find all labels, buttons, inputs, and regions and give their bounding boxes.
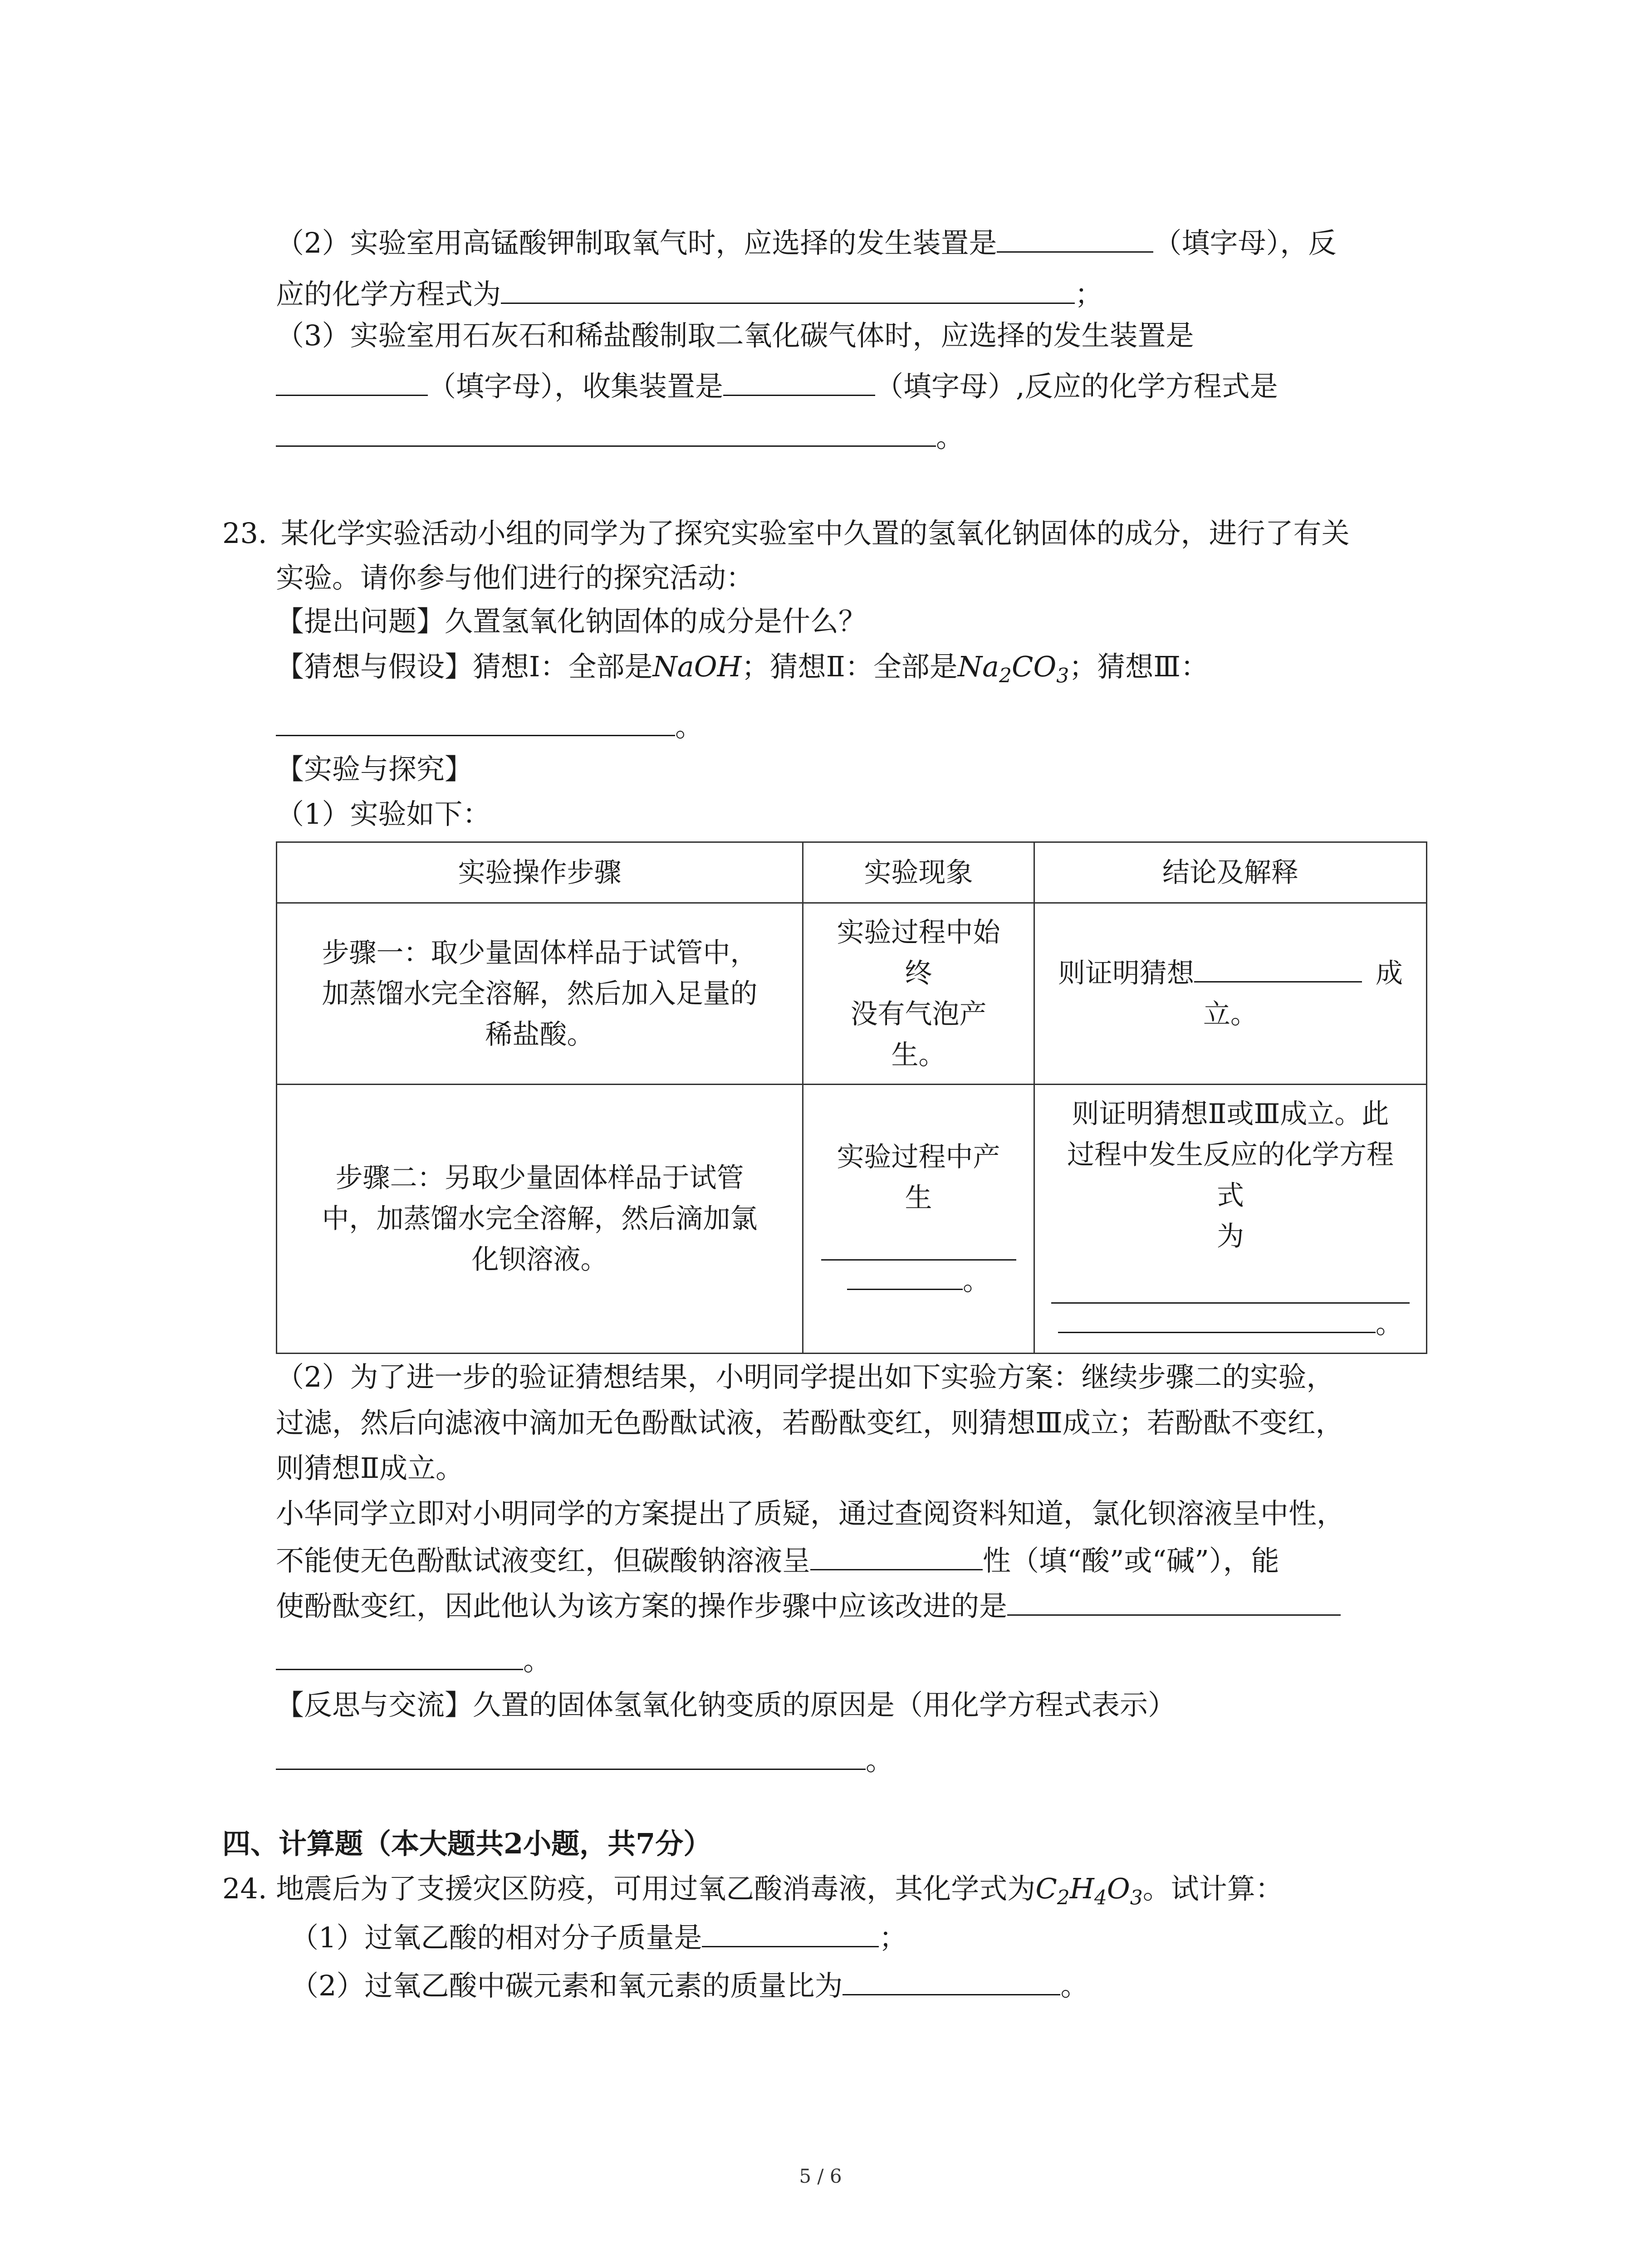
q22-part3-line2 (276, 367, 1278, 403)
q23-part2-text: 性（填“酸”或“碱”），能 (983, 1544, 1279, 1577)
q23-part2-text: 过滤，然后向滤液中滴加无色酚酞试液，若酚酞变红，则猜想Ⅲ成立；若酚酞不变红， (276, 1406, 1344, 1439)
q23-part2-line2 (276, 1405, 1344, 1441)
q24-stem-text: 。试计算： (1142, 1872, 1283, 1905)
step1-conclusion: 则证明猜想 成 立。 (1034, 903, 1427, 1085)
formula-na2co3: $Na_2CO_3$ (957, 650, 1069, 688)
step2-phenomenon: 实验过程中产 生 。 (803, 1085, 1034, 1354)
q23-intro-line2 (276, 560, 754, 596)
punctuation: 。 (866, 1744, 894, 1777)
page-number: 5 / 6 (799, 2165, 842, 2187)
q24-part2 (290, 1966, 1088, 2002)
q24-part2-text: （2）过氧乙酸中碳元素和氧元素的质量比为 (290, 1969, 843, 2002)
q23-part2-line3 (276, 1450, 464, 1486)
exp1-label-text: （1）实验如下： (276, 797, 491, 831)
answer-blank-device[interactable] (997, 223, 1153, 253)
answer-blank-equation-2[interactable] (1058, 1304, 1376, 1333)
answer-blank-reflect-equation[interactable] (276, 1740, 866, 1770)
q23-part2-line4 (276, 1496, 1345, 1532)
answer-blank-molecular-mass[interactable] (702, 1918, 879, 1947)
q22-part2-equation-label: 应的化学方程式为 (276, 278, 501, 311)
answer-blank-device[interactable] (276, 367, 428, 396)
q23-part2-line5 (276, 1541, 1279, 1577)
q22-part3-text-a: （填字母），收集装置是 (428, 370, 724, 403)
table-header-conclusion: 结论及解释 (1034, 842, 1427, 903)
q24-part1-text: （1）过氧乙酸的相对分子质量是 (290, 1921, 702, 1954)
table-header-step: 实验操作步骤 (277, 842, 803, 903)
q22-part2-text-b: （填字母），反 (1153, 226, 1337, 259)
q23-part2-text: 不能使无色酚酞试液变红，但碳酸钠溶液呈 (276, 1544, 811, 1577)
answer-blank-equation[interactable] (501, 274, 1075, 304)
punctuation: 。 (523, 1644, 552, 1677)
formula-c2h4o3: $C_2H_4O_3$ (1035, 1872, 1143, 1910)
step2-operation: 步骤二：另取少量固体样品于试管 中，加蒸馏水完全溶解，然后滴加氯 化钡溶液。 (277, 1085, 803, 1354)
table-header-row (277, 842, 1427, 903)
answer-blank-hypothesis3[interactable] (276, 707, 675, 736)
q23-intro-text: 实验。请你参与他们进行的探究活动： (276, 561, 754, 594)
q22-part3-line3 (276, 417, 964, 454)
q22-part2-text: （2）实验室用高锰酸钾制取氧气时，应选择的发生装置是 (276, 226, 997, 259)
hypothesis-text: 【猜想与假设】猜想Ⅰ：全部是 (276, 650, 653, 683)
q23-question (276, 603, 867, 640)
q23-part2-text: 小华同学立即对小明同学的方案提出了质疑，通过查阅资料知道，氯化钡溶液呈中性， (276, 1497, 1345, 1530)
experiment-table (276, 841, 1427, 1354)
q22-part2-line2 (276, 274, 1103, 311)
answer-blank-mass-ratio[interactable] (843, 1966, 1060, 1995)
answer-blank-acid-base[interactable] (810, 1541, 983, 1570)
punctuation: 。 (1060, 1969, 1089, 2002)
q22-part3-line1 (276, 318, 1194, 354)
q23-part2-text: 使酚酞变红，因此他认为该方案的操作步骤中应该改进的是 (276, 1589, 1008, 1623)
q23-intro-line1 (222, 515, 1350, 552)
q22-part3-text-b: （填字母）,反应的化学方程式是 (875, 370, 1278, 403)
answer-blank-improvement[interactable] (1007, 1586, 1341, 1616)
answer-blank-hypothesis[interactable] (1194, 953, 1362, 982)
explore-title-text: 【实验与探究】 (276, 753, 473, 786)
answer-blank-collection[interactable] (723, 367, 875, 396)
table-header-phenomenon: 实验现象 (803, 842, 1034, 903)
q22-part3-text: （3）实验室用石灰石和稀盐酸制取二氧化碳气体时，应选择的发生装置是 (276, 319, 1194, 352)
punctuation: 。 (675, 710, 704, 743)
table-row-step2 (277, 1085, 1427, 1354)
step2-conclusion: 则证明猜想Ⅱ或Ⅲ成立。此 过程中发生反应的化学方程 式 为 。 (1034, 1085, 1427, 1354)
section4-title-text: 四、计算题（本大题共2小题，共7分） (222, 1827, 712, 1860)
q23-explore-title (276, 751, 473, 787)
step1-phenomenon: 实验过程中始 终 没有气泡产 生。 (803, 903, 1034, 1085)
q23-part2-text: 则猜想Ⅱ成立。 (276, 1452, 464, 1485)
q24-stem-text: 24. 地震后为了支援灾区防疫，可用过氧乙酸消毒液，其化学式为 (222, 1872, 1036, 1905)
q23-reflect-blank-line (276, 1740, 894, 1777)
hypothesis-text: ；猜想Ⅱ：全部是 (741, 650, 958, 683)
q23-hypothesis-line (276, 649, 1209, 688)
table-row-step1 (277, 903, 1427, 1085)
reflect-text: 【反思与交流】久置的固体氢氧化钠变质的原因是（用化学方程式表示） (276, 1688, 1176, 1721)
q23-part2-line7 (276, 1641, 551, 1677)
step1-operation: 步骤一：取少量固体样品于试管中， 加蒸馏水完全溶解，然后加入足量的 稀盐酸。 (277, 903, 803, 1085)
question-number: 23. (222, 517, 267, 550)
punctuation: 。 (936, 420, 965, 454)
q23-part2-text: （2）为了进一步的验证猜想结果，小明同学提出如下实验方案：继续步骤二的实验， (276, 1360, 1335, 1393)
section-title (222, 1826, 711, 1862)
answer-blank-equation[interactable] (276, 417, 936, 447)
q23-part2-line1 (276, 1359, 1334, 1395)
q23-exp1-label (276, 796, 490, 832)
punctuation: ； (879, 1921, 907, 1954)
answer-blank-phenomenon-2[interactable] (847, 1261, 963, 1290)
q24-part1 (290, 1918, 907, 1954)
q24-stem (222, 1871, 1283, 1910)
answer-blank-improvement-2[interactable] (276, 1641, 523, 1670)
hypothesis-text: ；猜想Ⅲ： (1069, 650, 1209, 683)
answer-blank-equation[interactable] (1051, 1275, 1410, 1304)
formula-naoh: NaOH (652, 650, 742, 683)
q23-intro-text: 某化学实验活动小组的同学为了探究实验室中久置的氢氧化钠固体的成分，进行了有关 (280, 517, 1350, 550)
q22-part2-line1 (276, 223, 1336, 259)
q23-reflect-line (276, 1687, 1176, 1723)
answer-blank-phenomenon[interactable] (821, 1232, 1016, 1261)
q23-part2-line6 (276, 1586, 1341, 1623)
q23-hypothesis-blank-line (276, 707, 703, 743)
q23-question-text: 【提出问题】久置氢氧化钠固体的成分是什么？ (276, 605, 867, 638)
punctuation: ； (1075, 278, 1103, 311)
